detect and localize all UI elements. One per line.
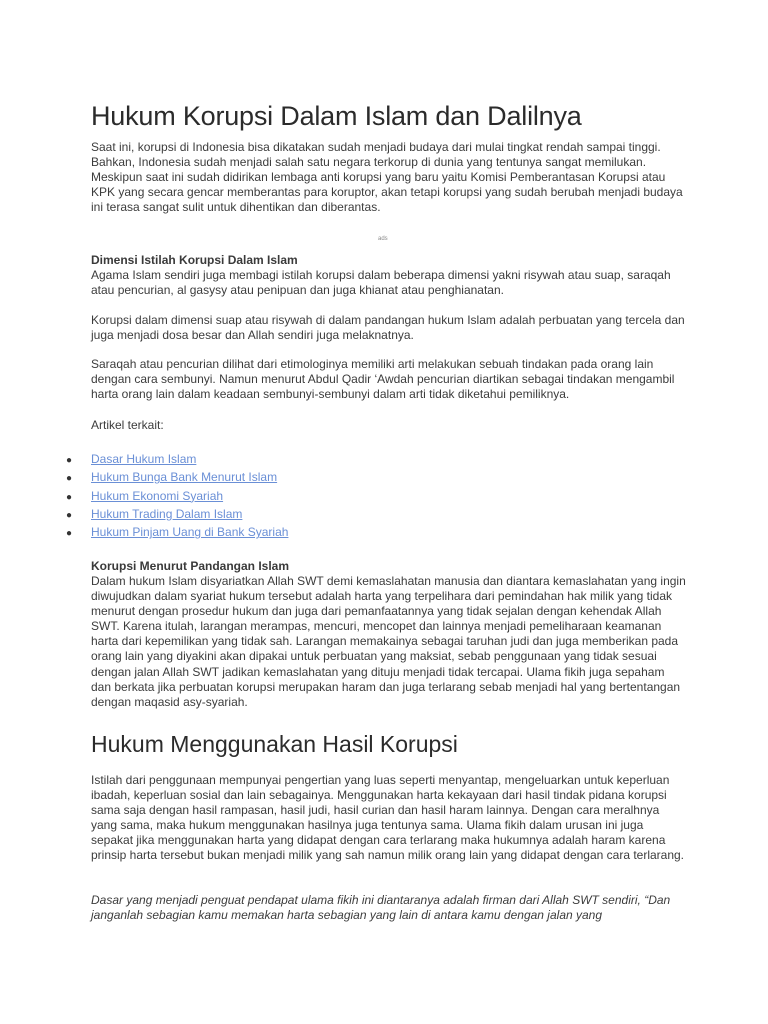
- list-item: [66, 525, 288, 543]
- list-item: [66, 470, 288, 488]
- related-link-2[interactable]: Hukum Bunga Bank Menurut Islam: [91, 470, 278, 485]
- related-link-5[interactable]: Hukum Pinjam Uang di Bank Syariah: [91, 525, 289, 540]
- section-title-hasil-korupsi: Hukum Menggunakan Hasil Korupsi: [91, 731, 458, 757]
- section-heading-pandangan: Korupsi Menurut Pandangan Islam: [91, 559, 290, 573]
- ads-label: ads: [378, 236, 388, 242]
- related-link-4[interactable]: Hukum Trading Dalam Islam: [91, 506, 243, 521]
- list-item: [66, 452, 288, 470]
- section3-paragraph-2: Dasar yang menjadi penguat pendapat ulama fikih ini diantaranya adalah firman dari Allah SWT sendiri, “Dan janganlah sebagian kamu memakan harta sebagian yang lain di antara kamu dengan jalan yang: [91, 893, 671, 923]
- bullet-icon: ●: [66, 491, 73, 503]
- related-links-list: [66, 452, 288, 543]
- intro-paragraph: Saat ini, korupsi di Indonesia bisa dikatakan sudah menjadi budaya dari mulai tingkat rendah sampai tinggi. Bahkan, Indonesia sudah menjadi salah satu negara terkorup di dunia yang tentunya sangat memilukan. Meskipun saat ini sudah didirikan lembaga anti korupsi yang baru yaitu Komisi Pemberantasan Korupsi atau KPK yang secara gencar memberantas para koruptor, akan tetapi korupsi yang sudah berubah menjadi budaya ini terasa sangat sulit untuk dihentikan dan diberantas.: [91, 140, 683, 215]
- section1-paragraph-3: Saraqah atau pencurian dilihat dari etimologinya memiliki arti melakukan sebuah tindakan pada orang lain dengan cara sembunyi. Namun menurut Abdul Qadir ‘Awdah pencurian diartikan sebagai tindakan mengambil harta orang lain dalam keadaan sembunyi-sembunyi dalam arti tidak diketahui pemiliknya.: [91, 357, 675, 402]
- bullet-icon: ●: [66, 455, 73, 466]
- section1-paragraph-2: Korupsi dalam dimensi suap atau risywah di dalam pandangan hukum Islam adalah perbuatan yang tercela dan juga menjadi dosa besar dan Allah sendiri juga melaknatnya.: [91, 313, 685, 343]
- bullet-icon: ●: [66, 473, 73, 485]
- section2-paragraph-1: Dalam hukum Islam disyariatkan Allah SWT demi kemaslahatan manusia dan diantara kemaslahatan yang ingin diwujudkan dalam syariat hukum tersebut adalah harta yang terpelihara dari pemindahan hak milik yang tidak menurut dengan prosedur hukum dan juga dari pemanfaatannya yang tidak sejalan dengan kehendak Allah SWT. Karena itulah, larangan merampas, mencuri, mencopet dan lainnya menjadi pemeliharaan keamanan harta dari kepemilikan yang tidak sah. Larangan memakainya sebagai taruhan judi dan juga memberikan pada orang lain yang diyakini akan dipakai untuk perbuatan yang maksiat, sebab penggunaan yang tidak sesuai dengan jalan Allah SWT jadikan kemaslahatan yang dituju menjadi tidak tercapai. Ulama fikih juga sepaham dan berkata jika perbuatan korupsi merupakan haram dan juga terlarang sebab menjadi hal yang bertentangan dengan maqasid asy-syariah.: [91, 574, 686, 709]
- page-title: Hukum Korupsi Dalam Islam dan Dalilnya: [91, 101, 582, 131]
- list-item: [66, 507, 288, 525]
- bullet-icon: ●: [66, 528, 73, 540]
- related-articles-label: Artikel terkait:: [91, 418, 164, 432]
- related-link-3[interactable]: Hukum Ekonomi Syariah: [91, 488, 224, 503]
- list-item: [66, 489, 288, 507]
- section1-paragraph-1: Agama Islam sendiri juga membagi istilah korupsi dalam beberapa dimensi yakni risywah atau suap, saraqah atau pencurian, al gasysy atau penipuan dan juga khianat atau penghianatan.: [91, 268, 671, 298]
- bullet-icon: ●: [66, 509, 73, 521]
- section3-paragraph-1: Istilah dari penggunaan mempunyai pengertian yang luas seperti menyantap, mengeluarkan untuk keperluan ibadah, keperluan sosial dan lain sebagainya. Menggunakan harta kekayaan dari hasil tindak pidana korupsi sama saja dengan hasil rampasan, hasil judi, hasil curian dan hasil haram lainnya. Dengan cara meralhnya yang sama, maka hukum menggunakan hasilnya juga tentunya sama. Ulama fikih dalam urusan ini juga sepakat jika menggunakan harta yang didapat dengan cara terlarang maka hukumnya adalah haram karena prinsip harta tersebut bukan menjadi milik yang sah namun milik orang lain yang didapat dengan cara terlarang.: [91, 773, 685, 863]
- section-heading-dimensi: Dimensi Istilah Korupsi Dalam Islam: [91, 253, 298, 267]
- related-link-1[interactable]: Dasar Hukum Islam: [91, 452, 197, 466]
